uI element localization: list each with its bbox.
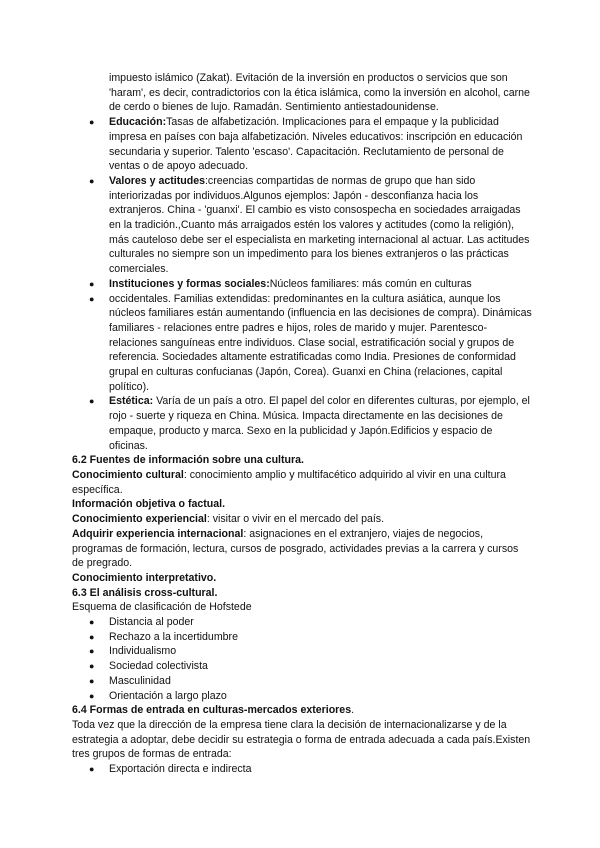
objective-info-heading: Información objetiva o factual.: [72, 498, 226, 511]
bullet-dot-icon: ●: [89, 631, 95, 642]
list-item: ● Distancia al poder: [89, 616, 194, 629]
bullet-dot-icon: ●: [89, 690, 95, 701]
cultural-knowledge-paragraph: [72, 468, 532, 497]
list-item: ● Individualismo: [89, 645, 177, 658]
bullet-term: Valores y actitudes: [109, 174, 205, 187]
hofstede-list: [72, 615, 532, 703]
bullet-dot-icon: ●: [89, 175, 95, 186]
international-experience-paragraph: [72, 527, 532, 571]
bullet-dot-icon: ●: [89, 764, 95, 775]
bullet-instituciones: [72, 277, 532, 292]
section-6-4-heading: 6.4 Formas de entrada en culturas-mercados exteriores.: [72, 704, 355, 717]
continuation-paragraph: impuesto islámico (Zakat). Evitación de la inversión en productos o servicios que son 'haram', es decir, contradictorios con la ética islámica, como la inversión en alcohol, carne de cerdo o bienes de lujo. Ramadán. Sentimiento antiestadounidense.: [109, 72, 530, 114]
list-item: ● Rechazo a la incertidumbre: [89, 630, 238, 643]
paragraph-text: : visitar o vivir en el mercado del país.: [206, 513, 385, 526]
bullet-estetica: [72, 394, 532, 453]
paragraph-term: Adquirir experiencia internacional: [72, 527, 244, 540]
list-item: ● Exportación directa e indirecta: [89, 763, 252, 776]
bullet-dot-icon: ●: [89, 396, 95, 407]
paragraph-text: : asignaciones en el extranjero, viajes de negocios, programas de formación, lectura, cursos de posgrado, actividades previas a la carrera y cursos de pregrado.: [72, 527, 519, 570]
bullet-term: Estética:: [109, 395, 154, 408]
bullet-dot-icon: ●: [89, 117, 95, 128]
interpretive-knowledge-heading: Conocimiento interpretativo.: [72, 571, 217, 584]
bullet-text: Núcleos familiares: más común en culturas: [269, 277, 472, 290]
list-item: ● Orientación a largo plazo: [89, 689, 227, 702]
bullet-dot-icon: ●: [89, 661, 95, 672]
entry-modes-paragraph: Toda vez que la dirección de la empresa tiene clara la decisión de internacionalizarse y de la estrategia a adoptar, debe decidir su estrategia o forma de entrada adecuada a cada país.Existen tres grupos de formas de entrada:: [72, 718, 531, 761]
list-item: ● Sociedad colectivista: [89, 660, 208, 673]
bullet-term: Educación:: [109, 116, 167, 129]
bullet-text: occidentales. Familias extendidas: predominantes en la cultura asiática, aunque los núcleos familiares están aumentando (influencia en las decisiones de compra). Dinámicas familiares - relaciones entre padres e hijos, roles de marido y mujer. Parentesco-relaciones sanguíneas entre individuos. Clase social, estratificación social y grupos de referencia. Sociedades altamente estratificadas como India. Presiones de conformidad grupal en culturas confucianas (Japón, Corea). Guanxi en China (relaciones, capital político).: [109, 292, 532, 393]
bullet-dot-icon: ●: [89, 617, 95, 628]
paragraph-term: Conocimiento experiencial: [72, 513, 207, 526]
bullet-educacion: [72, 115, 532, 174]
document-body: [72, 71, 532, 777]
paragraph-term: Conocimiento cultural: [72, 468, 184, 481]
bullet-instituciones-cont: [72, 292, 532, 395]
bullet-valores: [72, 174, 532, 277]
bullet-term: Instituciones y formas sociales:: [109, 277, 270, 290]
bullet-dot-icon: ●: [89, 278, 95, 289]
bullet-dot-icon: ●: [89, 675, 95, 686]
hofstede-intro: Esquema de clasificación de Hofstede: [72, 601, 252, 614]
bullet-text: Tasas de alfabetización. Implicaciones para el empaque y la publicidad impresa en países con baja alfabetización. Niveles educativos: inscripción en educación secundaria y superior. Talento 'escaso'. Capacitación. Reclutamiento de personal de ventas o de apoyo adecuado.: [109, 116, 523, 173]
list-item: ● Masculinidad: [89, 674, 171, 687]
paragraph-text: : conocimiento amplio y multifacético adquirido al vivir en una cultura específica.: [72, 468, 506, 496]
bullet-text: Varía de un país a otro. El papel del color en diferentes culturas, por ejemplo, el rojo - suerte y riqueza en China. Música. Impacta directamente en las decisiones de empaque, producto y marca. Sexo en la publicidad y Japón.Edificios y espacio de oficinas.: [109, 395, 530, 452]
experiential-knowledge-paragraph: [72, 512, 532, 527]
bullet-dot-icon: ●: [89, 293, 95, 304]
bullet-dot-icon: ●: [89, 646, 95, 657]
bullet-text: :creencias compartidas de normas de grupo que han sido interiorizadas por individuos.Algunos ejemplos: Japón - desconfianza hacia los extranjeros. China - 'guanxi'. El cambio es visto consospecha en sociedades arraigadas en la tradición.,Cuanto más arraigados estén los valores y actitudes (como la religión), más cauteloso debe ser el especialista en marketing internacional al actuar. Las actitudes culturales no siempre son un impedimento para los bienes extranjeros o las prácticas comerciales.: [109, 174, 530, 276]
section-6-3-heading: 6.3 El análisis cross-cultural.: [72, 586, 218, 599]
section-6-2-heading: 6.2 Fuentes de información sobre una cultura.: [72, 454, 304, 467]
